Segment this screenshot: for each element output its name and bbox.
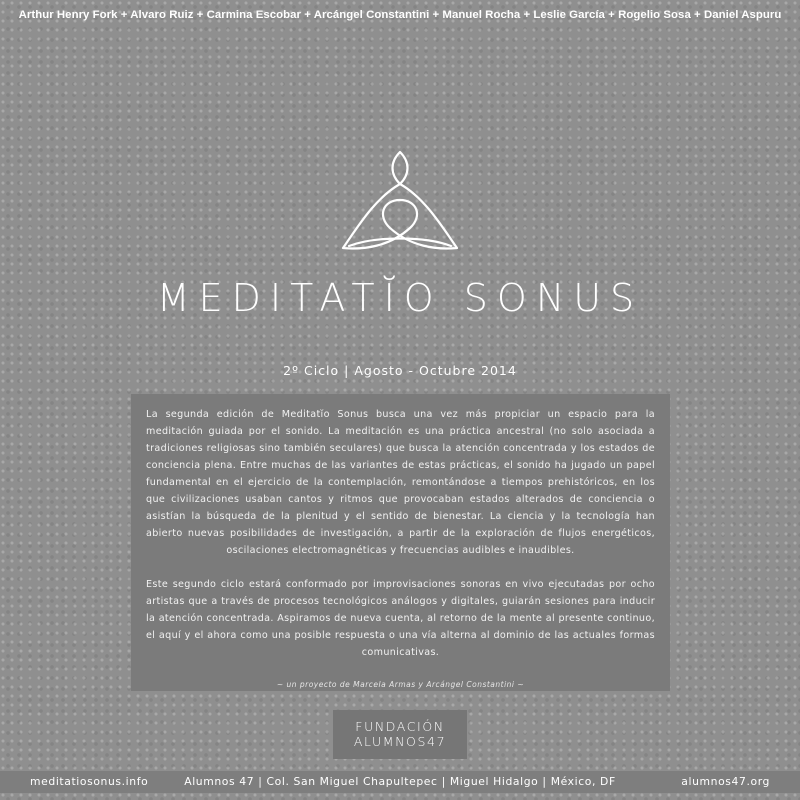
project-credit: ~ un proyecto de Marcela Armas y Arcángel Constantini ~ (276, 680, 525, 689)
page-title: MEDITATĬO SONUS (156, 276, 644, 320)
artists-line: Arthur Henry Fork + Alvaro Ruiz + Carmina Escobar + Arcángel Constantini + Manuel Rocha + Leslie García + Rogelio Sosa + Daniel Aspuru (18, 9, 782, 21)
fundacion-logo[interactable] (333, 710, 467, 759)
fundacion-line-2: ALUMNOS47 (353, 734, 447, 749)
triquetra-knot-icon (335, 148, 465, 258)
fundacion-line-1: FUNDACIÓN (355, 719, 445, 734)
footer-address: Alumnos 47 | Col. San Miguel Chapultepec | Miguel Hidalgo | México, DF (184, 775, 616, 788)
footer-bar (0, 771, 800, 793)
footer-link-alumnos47[interactable]: alumnos47.org (681, 775, 770, 788)
description-paragraph-1: La segunda edición de Meditatĭo Sonus busca una vez más propiciar un espacio para la meditación guiada por el sonido. La meditación es una práctica ancestral (no solo asociada a tradiciones religiosas sino también seculares) que busca la atención concentrada y los estados de conciencia plena. Entre muchas de las variantes de estas prácticas, el sonido ha jugado un papel fundamental en el ejercicio de la contemplación, remontándose a tiempos prehistóricos, en los que civilizaciones usaban cantos y ritmos que provocaban estados alterados de conciencia o asistían la búsqueda de la plenitud y el sentido de bienestar. La ciencia y la tecnología han abierto nuevas posibilidades de investigación, a partir de la exploración de flujos energéticos, oscilaciones electromagnéticas y frecuencias audibles e inaudibles. (146, 409, 655, 556)
footer-link-meditatiosonus[interactable]: meditatiosonus.info (30, 775, 149, 788)
description-box (131, 394, 670, 691)
description-paragraph-2: Este segundo ciclo estará conformado por improvisaciones sonoras en vivo ejecutadas por ocho artistas que a través de procesos tecnológicos análogos y digitales, guiarán sesiones para inducir la atención concentrada. Aspiramos de nueva cuenta, al retorno de la mente al presente continuo, el aquí y el ahora como una posible respuesta o una vía alterna al dominio de las actuales formas comunicativas. (146, 579, 655, 658)
cycle-subtitle: 2º Ciclo | Agosto - Octubre 2014 (283, 363, 517, 378)
